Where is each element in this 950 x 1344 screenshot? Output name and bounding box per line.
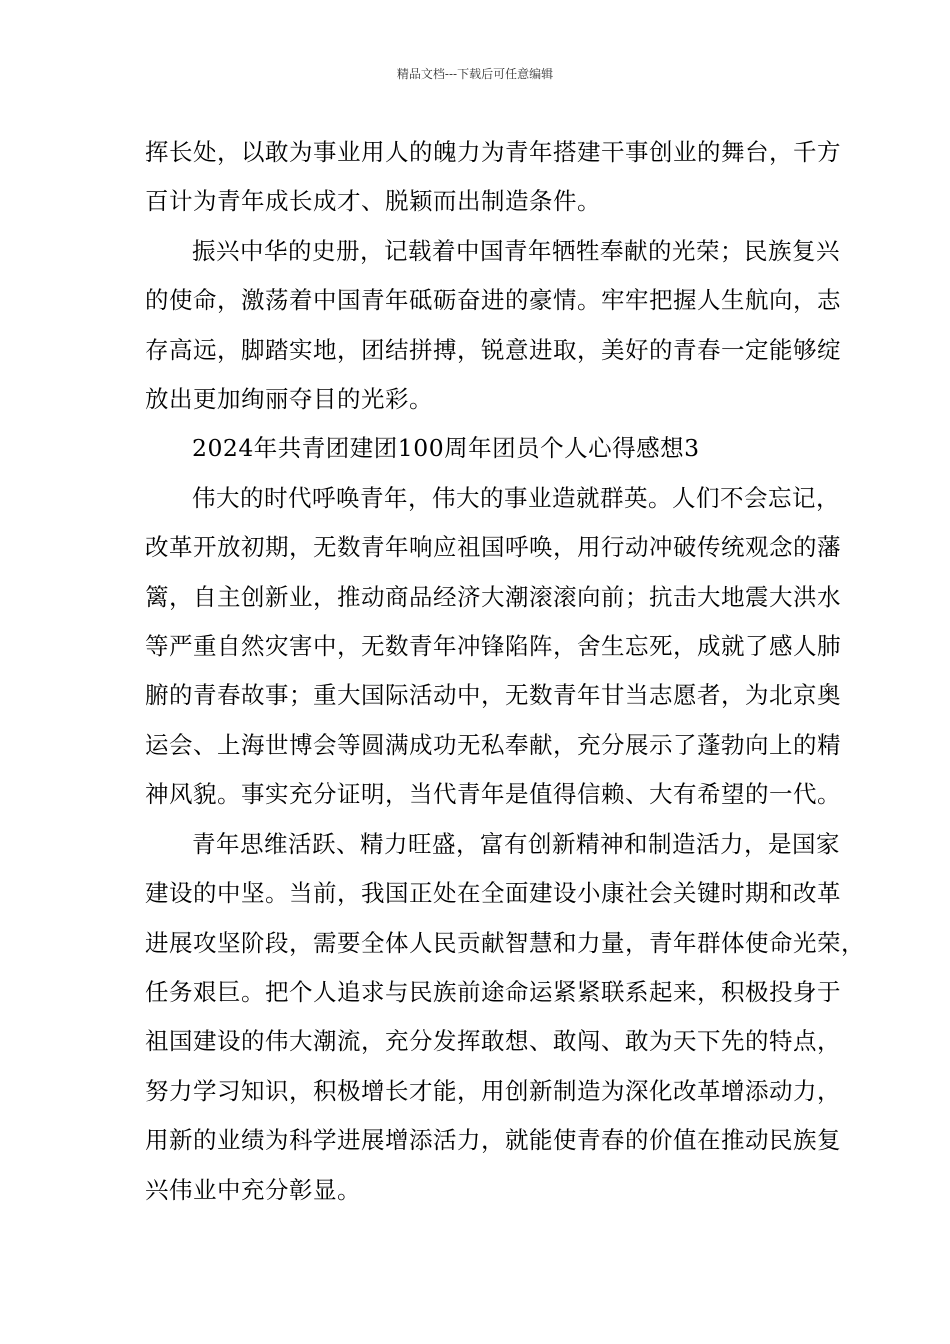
- document-body: [145, 128, 865, 1215]
- text-line: 努力学习知识，积极增长才能，用创新制造为深化改革增添动力，: [145, 1076, 841, 1105]
- paragraph-continuation: [145, 128, 841, 227]
- text-line: 任务艰巨。把个人追求与民族前途命运紧紧联系起来，积极投身于: [145, 977, 841, 1006]
- text-line: 运会、上海世博会等圆满成功无私奉献，充分展示了蓬勃向上的精: [145, 730, 841, 759]
- text-line: 腑的青春故事；重大国际活动中，无数青年甘当志愿者，为北京奥: [145, 681, 841, 710]
- page-header: 精品文档---下载后可任意编辑: [396, 67, 554, 81]
- text-line: 用新的业绩为科学进展增添活力，就能使青春的价值在推动民族复: [145, 1126, 841, 1155]
- section-heading: [145, 424, 835, 473]
- text-line: 神风貌。事实充分证明，当代青年是值得信赖、大有希望的一代。: [145, 780, 841, 809]
- text-line: 挥长处，以敢为事业用人的魄力为青年搭建干事创业的舞台，千方: [145, 138, 841, 166]
- text-line: 建设的中坚。当前，我国正处在全面建设小康社会关键时期和改革: [145, 879, 841, 908]
- paragraph: [145, 474, 841, 820]
- text-line: 祖国建设的伟大潮流，充分发挥敢想、敢闯、敢为天下先的特点，: [145, 1027, 841, 1056]
- text-line: 进展攻坚阶段，需要全体人民贡献智慧和力量，青年群体使命光荣，: [145, 928, 865, 957]
- text-line: 的使命，激荡着中国青年砥砺奋进的豪情。牢牢把握人生航向，志: [145, 286, 841, 315]
- text-line: 存高远，脚踏实地，团结拼搏，锐意进取，美好的青春一定能够绽: [145, 335, 841, 364]
- text-line: 伟大的时代呼唤青年，伟大的事业造就群英。人们不会忘记，: [192, 483, 840, 512]
- heading-line: 2024年共青团建团100周年团员个人心得感想3: [192, 434, 700, 463]
- text-line: 振兴中华的史册，记载着中国青年牺牲奉献的光荣；民族复兴: [192, 236, 840, 265]
- text-line: 百计为青年成长成才、脱颖而出制造条件。: [145, 187, 601, 216]
- text-line: 兴伟业中充分彰显。: [145, 1175, 361, 1204]
- paragraph: [145, 227, 841, 425]
- text-line: 等严重自然灾害中，无数青年冲锋陷阵，舍生忘死，成就了感人肺: [145, 632, 841, 661]
- text-line: 青年思维活跃、精力旺盛，富有创新精神和制造活力，是国家: [192, 829, 840, 858]
- paragraph: [145, 820, 865, 1215]
- text-line: 放出更加绚丽夺目的光彩。: [145, 385, 433, 414]
- text-line: 篱，自主创新业，推动商品经济大潮滚滚向前；抗击大地震大洪水: [145, 582, 841, 611]
- text-line: 改革开放初期，无数青年响应祖国呼唤，用行动冲破传统观念的藩: [145, 533, 841, 562]
